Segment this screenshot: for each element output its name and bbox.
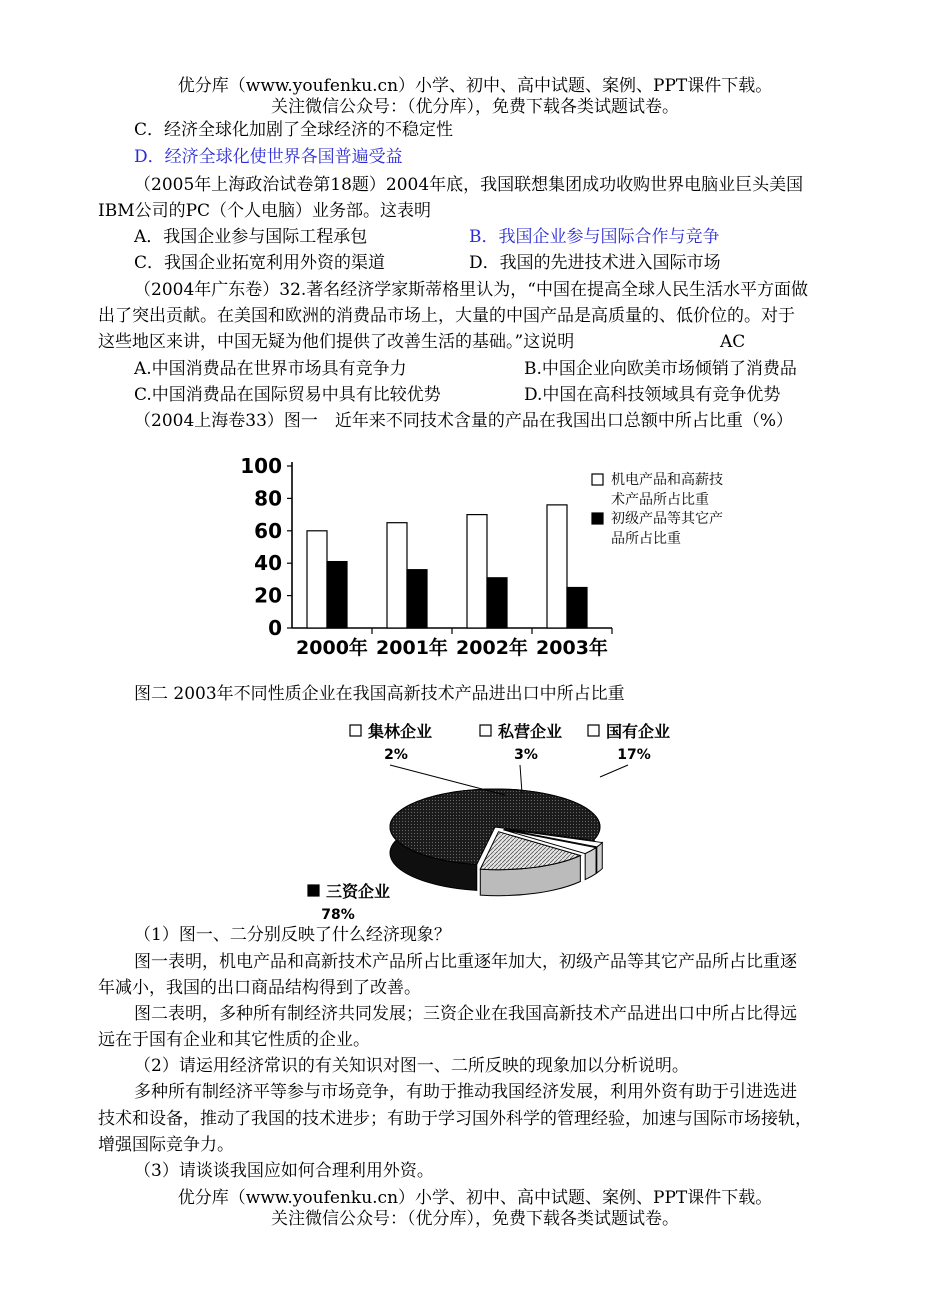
legend-label: 品所占比重: [611, 531, 681, 547]
q3-answer-1a-line-2: 年减小，我国的出口商品结构得到了改善。: [98, 978, 421, 998]
q2-stem-2: 出了突出贡献。在美国和欧洲的消费品市场上，大量的中国产品是高质量的、低价位的。对于: [98, 306, 795, 326]
legend-swatch: [592, 513, 603, 524]
y-tick-label: 40: [254, 551, 282, 576]
pie-slice-percent: 78%: [321, 907, 355, 923]
pie-legend-swatch: [588, 725, 599, 736]
pie-slice-label: 三资企业: [326, 882, 391, 901]
q3-sub-2: （2）请运用经济常识的有关知识对图一、二所反映的现象加以分析说明。: [134, 1056, 689, 1076]
y-tick-label: 60: [254, 518, 282, 543]
header-line-1: 优分库（www.youfenku.cn）小学、初中、高中试题、案例、PPT课件下载。: [177, 76, 773, 96]
q2-stem-3: 这些地区来讲，中国无疑为他们提供了改善生活的基础。”这说明: [98, 332, 575, 352]
legend-label: 术产品所占比重: [611, 492, 709, 508]
q1-option-c: C．我国企业拓宽利用外资的渠道: [134, 253, 386, 273]
q2-option-b: B.中国企业向欧美市场倾销了消费品: [524, 359, 797, 379]
x-tick-label: 2001年: [376, 637, 448, 659]
bar: [547, 505, 567, 628]
bar: [307, 531, 327, 628]
legend-label: 初级产品等其它产: [611, 511, 723, 527]
q3-sub-3: （3）请谈谈我国应如何合理利用外资。: [134, 1161, 434, 1181]
bar: [487, 578, 507, 628]
q1-option-b: B．我国企业参与国际合作与竞争: [469, 227, 720, 247]
figure-2-caption: 图二 2003年不同性质企业在我国高新技术产品进出口中所占比重: [134, 684, 625, 704]
q3-answer-2-line-1: 多种所有制经济平等参与市场竞争，有助于推动我国经济发展，利用外资有助于引进选进: [134, 1082, 797, 1102]
y-tick-label: 80: [254, 486, 282, 511]
q3-answer-1b-line-1: 图二表明，多种所有制经济共同发展；三资企业在我国高新技术产品进出口中所占比得远: [134, 1004, 797, 1024]
q3-answer-1b-line-2: 远在于国有企业和其它性质的企业。: [98, 1030, 370, 1050]
pie-slice-side: [597, 843, 602, 873]
q3-sub-1: （1）图一、二分别反映了什么经济现象？: [134, 925, 451, 945]
prev-option-d: D．经济全球化使世界各国普遍受益: [134, 147, 403, 167]
q1-option-d: D．我国的先进技术进入国际市场: [469, 253, 721, 273]
y-tick-label: 20: [254, 583, 282, 608]
y-tick-label: 0: [268, 616, 282, 640]
pie-legend-swatch: [480, 725, 491, 736]
q2-answer: AC: [720, 332, 746, 352]
pie-slice-label: 国有企业: [606, 722, 671, 741]
pie-leader-line: [520, 765, 522, 793]
x-tick-label: 2002年: [456, 637, 528, 659]
pie-legend-swatch: [308, 885, 319, 896]
bar: [567, 588, 587, 629]
bar: [327, 562, 347, 628]
bar: [467, 515, 487, 628]
q2-stem-1: （2004年广东卷）32.著名经济学家斯蒂格里认为，“中国在提高全球人民生活水平方面做: [134, 280, 808, 300]
pie-slice-label: 集林企业: [368, 722, 433, 741]
x-tick-label: 2000年: [296, 637, 368, 659]
header-line-2: 关注微信公众号：（优分库），免费下载各类试题试卷。: [271, 97, 679, 117]
legend-label: 机电产品和高薪技: [611, 472, 723, 488]
bar: [407, 570, 427, 628]
pie-slice-label: 私营企业: [498, 722, 563, 741]
q2-option-a: A.中国消费品在世界市场具有竞争力: [134, 359, 407, 379]
pie-slice-percent: 2%: [384, 747, 408, 763]
x-tick-label: 2003年: [536, 637, 608, 659]
pie-slice-percent: 17%: [617, 747, 651, 763]
pie-legend-swatch: [350, 725, 361, 736]
bar-chart: [240, 448, 760, 668]
q1-stem-1: （2005年上海政治试卷第18题）2004年底，我国联想集团成功收购世界电脑业巨头美国: [134, 175, 804, 195]
figure-1-caption: （2004上海卷33）图一 近年来不同技术含量的产品在我国出口总额中所占比重（%）: [134, 411, 794, 431]
y-tick-label: 100: [240, 454, 282, 478]
pie-slice-percent: 3%: [514, 747, 538, 763]
q1-option-a: A．我国企业参与国际工程承包: [134, 227, 368, 247]
legend-swatch: [592, 474, 603, 485]
q3-answer-1a-line-1: 图一表明，机电产品和高新技术产品所占比重逐年加大，初级产品等其它产品所占比重逐: [134, 952, 797, 972]
pie-chart: [290, 715, 710, 925]
footer-line-2: 关注微信公众号：（优分库），免费下载各类试题试卷。: [271, 1209, 679, 1229]
footer-line-1: 优分库（www.youfenku.cn）小学、初中、高中试题、案例、PPT课件下载。: [177, 1188, 773, 1208]
q3-answer-2-line-2: 技术和设备，推动了我国的技术进步；有助于学习国外科学的管理经验，加速与国际市场接轨，: [98, 1109, 812, 1129]
pie-leader-line: [390, 765, 505, 795]
prev-option-c: C．经济全球化加剧了全球经济的不稳定性: [134, 120, 454, 140]
bar: [387, 523, 407, 628]
q1-stem-2: IBM公司的PC（个人电脑）业务部。这表明: [98, 201, 432, 221]
q3-answer-2-line-3: 增强国际竞争力。: [98, 1135, 234, 1155]
q2-option-c: C.中国消费品在国际贸易中具有比较优势: [134, 385, 441, 405]
pie-leader-line: [600, 765, 628, 777]
q2-option-d: D.中国在高科技领域具有竞争优势: [524, 385, 781, 405]
